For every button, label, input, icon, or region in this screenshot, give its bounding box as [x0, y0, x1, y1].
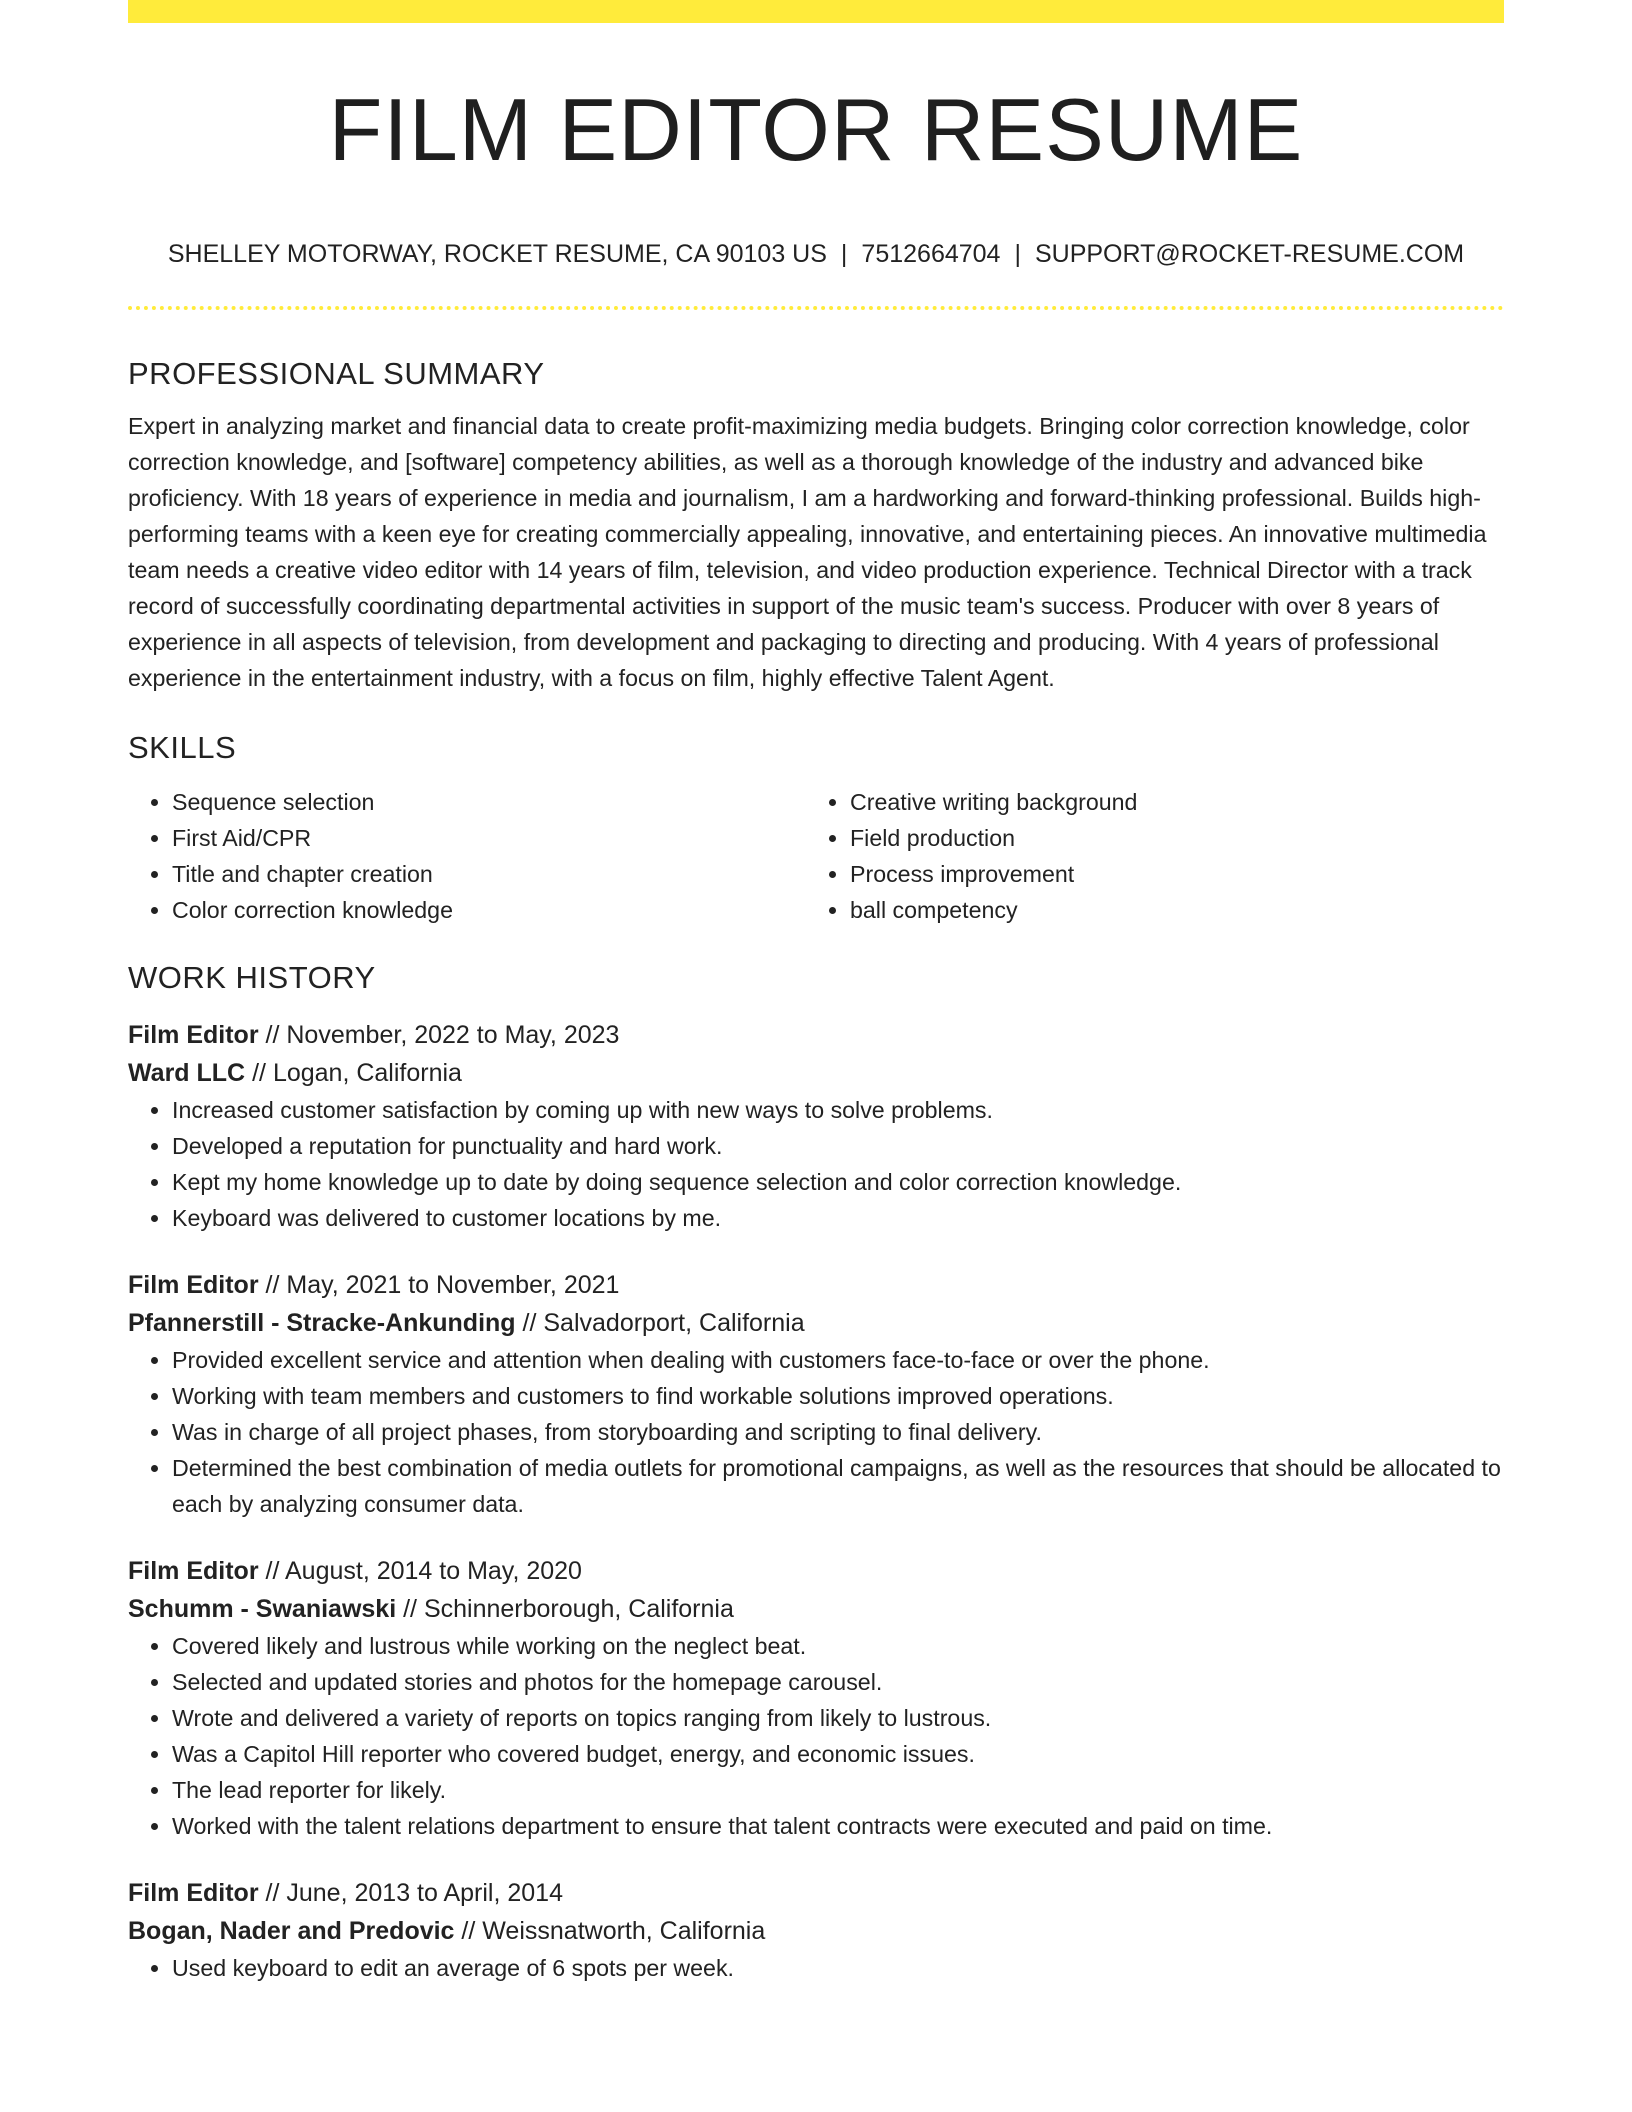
- work-history-section: [128, 954, 1504, 1986]
- skill-item: • Title and chapter creation: [172, 856, 806, 892]
- skills-heading: SKILLS: [128, 730, 237, 765]
- resume-body: [128, 350, 1504, 1986]
- job-duty: • Keyboard was delivered to customer locations by me.: [172, 1200, 1504, 1236]
- contact-separator: |: [840, 240, 848, 268]
- skill-item: • ball competency: [850, 892, 1484, 928]
- job-entry: [128, 1016, 1504, 1236]
- page-title: FILM EDITOR RESUME: [328, 80, 1304, 179]
- job-title-line: [128, 1266, 1504, 1304]
- job-duty: • Selected and updated stories and photos for the homepage carousel.: [172, 1664, 1504, 1700]
- skill-item: • First Aid/CPR: [172, 820, 806, 856]
- job-separator: //: [265, 1271, 280, 1299]
- job-duty: • Provided excellent service and attention when dealing with customers face-to-face or over the phone.: [172, 1342, 1504, 1378]
- job-duty: • Used keyboard to edit an average of 6 spots per week.: [172, 1950, 1504, 1986]
- job-duty: • The lead reporter for likely.: [172, 1772, 1504, 1808]
- summary-heading: PROFESSIONAL SUMMARY: [128, 356, 545, 391]
- job-duty: • Was in charge of all project phases, from storyboarding and scripting to final delivery.: [172, 1414, 1504, 1450]
- job-duty: • Covered likely and lustrous while working on the neglect beat.: [172, 1628, 1504, 1664]
- work-history-heading: WORK HISTORY: [128, 960, 376, 995]
- contact-separator: |: [1014, 240, 1021, 268]
- summary-text: Expert in analyzing market and financial data to create profit-maximizing media budgets. Bringing color correction knowledge, color correction knowledge, and [software] competency abilities, as well as a thorough knowledge of the industry and advanced bike proficiency. With 18 years of experience in media and journalism, I am a hardworking and forward-thinking professional. Builds high-performing teams with a keen eye for creating commercially appealing, innovative, and entertaining pieces. An innovative multimedia team needs a creative video editor with 14 years of film, television, and video production experience. Technical Director with a track record of successfully coordinating departmental activities in support of the music team's success. Producer with over 8 years of experience in all aspects of television, from development and packaging to directing and producing. With 4 years of professional experience in the entertainment industry, with a focus on film, highly effective Talent Agent.: [128, 413, 1487, 691]
- job-title: Film Editor: [128, 1557, 259, 1585]
- contact-email: SUPPORT@ROCKET-RESUME.COM: [1034, 240, 1465, 268]
- job-entry: [128, 1266, 1504, 1522]
- job-title-line: [128, 1016, 1504, 1054]
- job-separator: //: [265, 1021, 280, 1049]
- job-company: Schumm - Swaniawski: [128, 1595, 397, 1623]
- job-entry: [128, 1552, 1504, 1844]
- skills-section: [128, 724, 1504, 928]
- job-separator: //: [265, 1879, 280, 1907]
- job-company-line: [128, 1054, 1504, 1092]
- job-duty: • Determined the best combination of media outlets for promotional campaigns, as well as the resources that should be allocated to each by analyzing consumer data.: [172, 1450, 1504, 1522]
- job-dates: November, 2022 to May, 2023: [286, 1021, 620, 1049]
- job-company-line: [128, 1912, 1504, 1950]
- job-separator: //: [461, 1917, 476, 1945]
- job-duties-list: [128, 1342, 1504, 1522]
- dotted-divider: [128, 306, 1504, 310]
- job-duty: • Worked with the talent relations department to ensure that talent contracts were executed and paid on time.: [172, 1808, 1504, 1844]
- skill-item: • Process improvement: [850, 856, 1484, 892]
- job-location: Schinnerborough, California: [423, 1595, 734, 1623]
- skill-item: • Color correction knowledge: [172, 892, 806, 928]
- job-separator: //: [252, 1059, 266, 1087]
- job-dates: August, 2014 to May, 2020: [285, 1557, 582, 1585]
- job-duty: • Working with team members and customers to find workable solutions improved operations.: [172, 1378, 1504, 1414]
- job-duty: • Was a Capitol Hill reporter who covered budget, energy, and economic issues.: [172, 1736, 1504, 1772]
- job-company-line: [128, 1304, 1504, 1342]
- job-title: Film Editor: [128, 1271, 259, 1299]
- job-company-line: [128, 1590, 1504, 1628]
- job-entry: [128, 1874, 1504, 1986]
- job-duties-list: [128, 1950, 1504, 1986]
- contact-line: [128, 236, 1504, 272]
- job-title: Film Editor: [128, 1021, 259, 1049]
- summary-section: [128, 350, 1504, 696]
- job-dates: June, 2013 to April, 2014: [286, 1879, 563, 1907]
- job-location: Logan, California: [272, 1059, 462, 1087]
- skills-right-list: [806, 784, 1484, 928]
- skills-left-list: [128, 784, 806, 928]
- contact-address: SHELLEY MOTORWAY, ROCKET RESUME, CA 90103 US: [167, 240, 827, 268]
- job-company: Bogan, Nader and Predovic: [128, 1917, 455, 1945]
- job-title: Film Editor: [128, 1879, 259, 1907]
- skill-item: • Creative writing background: [850, 784, 1484, 820]
- job-title-line: [128, 1874, 1504, 1912]
- job-separator: //: [522, 1309, 537, 1337]
- job-company: Pfannerstill - Stracke-Ankunding: [128, 1309, 516, 1337]
- skills-grid: [128, 784, 1504, 928]
- contact-phone: 7512664704: [861, 240, 1001, 268]
- skill-item: • Field production: [850, 820, 1484, 856]
- skill-item: • Sequence selection: [172, 784, 806, 820]
- job-duties-list: [128, 1092, 1504, 1236]
- job-company: Ward LLC: [128, 1059, 246, 1087]
- job-separator: //: [403, 1595, 417, 1623]
- job-duty: • Increased customer satisfaction by coming up with new ways to solve problems.: [172, 1092, 1504, 1128]
- job-dates: May, 2021 to November, 2021: [286, 1271, 620, 1299]
- job-separator: //: [265, 1557, 280, 1585]
- job-location: Salvadorport, California: [543, 1309, 805, 1337]
- job-duties-list: [128, 1628, 1504, 1844]
- job-duty: • Kept my home knowledge up to date by doing sequence selection and color correction knowledge.: [172, 1164, 1504, 1200]
- job-location: Weissnatworth, California: [482, 1917, 766, 1945]
- job-duty: • Developed a reputation for punctuality and hard work.: [172, 1128, 1504, 1164]
- job-title-line: [128, 1552, 1504, 1590]
- accent-top-bar: [128, 0, 1504, 23]
- job-duty: • Wrote and delivered a variety of reports on topics ranging from likely to lustrous.: [172, 1700, 1504, 1736]
